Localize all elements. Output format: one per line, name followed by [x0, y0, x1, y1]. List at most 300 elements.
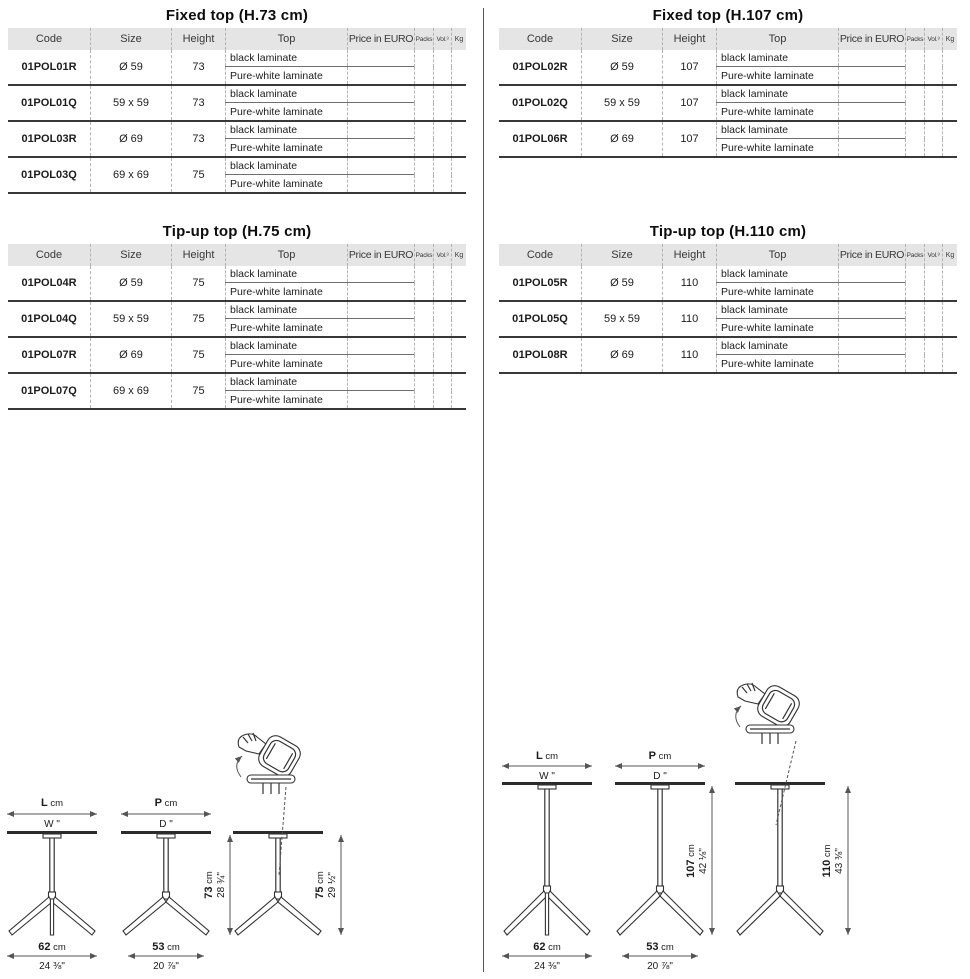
price-cell [838, 50, 905, 66]
packs-cell [905, 122, 924, 139]
top-option: Pure-white laminate [716, 67, 838, 84]
fixed-height-imperial: 28 ¾" [216, 872, 227, 898]
top-option: Pure-white laminate [716, 319, 838, 336]
column-header-size: Size [581, 28, 662, 50]
top-option: Pure-white laminate [225, 319, 347, 336]
base-depth-imperial: 20 ⅞" [153, 961, 179, 972]
top-option: Pure-white laminate [225, 139, 347, 156]
base-depth-metric: 53 cm [152, 941, 180, 953]
base-width-imperial: 24 ⅜" [534, 961, 560, 972]
top-price-line [716, 139, 905, 156]
top-option: Pure-white laminate [225, 175, 347, 192]
kg-cell [451, 86, 466, 103]
kg-cell [451, 50, 466, 67]
depth-dim-imperial: D " [159, 819, 173, 830]
height-cell: 110 [662, 266, 716, 300]
top-option: Pure-white laminate [225, 103, 347, 120]
size-cell: Ø 69 [90, 338, 171, 372]
top-option: black laminate [225, 374, 347, 390]
size-cell: 59 x 59 [581, 86, 662, 120]
price-cell [347, 355, 414, 372]
price-cell [347, 103, 414, 120]
top-price-line [716, 319, 905, 336]
dimension-drawing-low [0, 675, 380, 975]
top-price-line [716, 50, 905, 67]
vol-cell [924, 67, 942, 84]
top-option-row [225, 103, 466, 120]
table-body [499, 244, 957, 374]
price-cell [838, 67, 905, 84]
top-option: black laminate [716, 338, 838, 354]
kg-cell [451, 355, 466, 372]
packs-cell [905, 67, 924, 84]
top-option-row [225, 338, 466, 355]
top-option: black laminate [716, 50, 838, 66]
price-cell [838, 103, 905, 120]
kg-cell [942, 139, 957, 156]
top-price-line [225, 139, 414, 156]
height-cell: 107 [662, 86, 716, 120]
top-option-row [716, 355, 957, 372]
column-header-top: Top [716, 28, 838, 50]
width-dim-metric: L cm [535, 750, 559, 762]
column-header-packs: Packs [414, 28, 433, 50]
vol-cell [433, 355, 451, 372]
packs-cell [414, 319, 433, 336]
table-row [8, 338, 466, 374]
kg-cell [451, 302, 466, 319]
price-cell [838, 302, 905, 318]
code-cell: 01POL03Q [21, 169, 77, 181]
height-cell: 110 [662, 338, 716, 372]
height-cell: 75 [171, 338, 225, 372]
top-price-line [225, 338, 414, 355]
kg-cell [942, 67, 957, 84]
width-dim-metric: L cm [40, 797, 64, 809]
size-cell: 59 x 59 [90, 302, 171, 336]
height-cell: 73 [171, 122, 225, 156]
top-price-line [225, 302, 414, 319]
base-width-metric: 62 cm [533, 941, 561, 953]
top-option: black laminate [716, 266, 838, 282]
table-header-row [8, 244, 466, 266]
top-price-line [225, 50, 414, 67]
column-header-code: Code [35, 249, 63, 261]
price-cell [347, 86, 414, 102]
top-option: black laminate [716, 122, 838, 138]
kg-cell [451, 319, 466, 336]
vol-cell [433, 86, 451, 103]
top-option-row [225, 67, 466, 84]
vol-cell [433, 338, 451, 355]
kg-cell [942, 86, 957, 103]
top-option: black laminate [225, 158, 347, 174]
price-cell [347, 139, 414, 156]
code-cell: 01POL07R [21, 349, 77, 361]
column-header-kg: Kg [451, 28, 466, 50]
top-price-line [225, 355, 414, 372]
top-option: Pure-white laminate [225, 67, 347, 84]
top-option-row [225, 302, 466, 319]
packs-cell [414, 266, 433, 283]
price-table-fixed-73 [8, 6, 466, 194]
kg-cell [451, 158, 466, 175]
top-option-row [225, 175, 466, 192]
kg-cell [451, 283, 466, 300]
kg-cell [451, 139, 466, 156]
table-figure-tipup [233, 833, 323, 936]
column-header-height: Height [171, 244, 225, 266]
top-option-row [225, 50, 466, 67]
vol-cell [433, 374, 451, 391]
top-price-line [225, 158, 414, 175]
size-cell: 69 x 69 [90, 158, 171, 192]
price-cell [347, 50, 414, 66]
base-depth-metric: 53 cm [646, 941, 674, 953]
table-row [499, 338, 957, 374]
top-option: black laminate [225, 266, 347, 282]
table-figure-side [121, 833, 211, 936]
kg-cell [942, 283, 957, 300]
packs-cell [414, 374, 433, 391]
price-cell [838, 139, 905, 156]
top-price-line [225, 283, 414, 300]
vol-cell [924, 283, 942, 300]
fixed-height-metric: 107 cm [685, 844, 697, 878]
top-option-row [225, 374, 466, 391]
packs-cell [905, 139, 924, 156]
top-option-row [716, 302, 957, 319]
top-option: Pure-white laminate [225, 283, 347, 300]
code-cell: 01POL03R [21, 133, 77, 145]
column-header-price: Price in EURO [838, 244, 905, 266]
packs-cell [414, 50, 433, 67]
vol-cell [924, 103, 942, 120]
size-cell: Ø 59 [90, 50, 171, 84]
top-option: Pure-white laminate [225, 391, 347, 408]
top-price-block [225, 158, 466, 192]
code-cell: 01POL05Q [512, 313, 568, 325]
price-cell [347, 158, 414, 174]
top-price-block [716, 302, 957, 336]
top-price-block [225, 50, 466, 84]
table-title: Tip-up top (H.75 cm) [162, 223, 312, 240]
size-cell: 59 x 59 [581, 302, 662, 336]
column-header-height: Height [171, 28, 225, 50]
column-header-kg: Kg [451, 244, 466, 266]
packs-cell [905, 86, 924, 103]
size-cell: Ø 69 [581, 122, 662, 156]
top-option-row [716, 283, 957, 300]
top-option: black laminate [225, 86, 347, 102]
column-header-code: Code [526, 249, 554, 261]
top-price-line [225, 122, 414, 139]
column-header-top: Top [225, 28, 347, 50]
width-dim-imperial: W " [539, 771, 555, 782]
table-body [499, 28, 957, 158]
kg-cell [942, 266, 957, 283]
top-option: black laminate [225, 302, 347, 318]
kg-cell [942, 103, 957, 120]
vol-cell [433, 50, 451, 67]
kg-cell [942, 122, 957, 139]
price-cell [347, 67, 414, 84]
vol-cell [924, 302, 942, 319]
table-row [499, 122, 957, 158]
packs-cell [905, 319, 924, 336]
kg-cell [451, 122, 466, 139]
size-cell: 69 x 69 [90, 374, 171, 408]
top-option-row [225, 139, 466, 156]
top-price-block [225, 302, 466, 336]
table-header-row [8, 28, 466, 50]
kg-cell [942, 338, 957, 355]
kg-cell [451, 266, 466, 283]
top-option-row [716, 67, 957, 84]
column-header-size: Size [90, 244, 171, 266]
top-option-row [716, 50, 957, 67]
packs-cell [905, 302, 924, 319]
column-header-vol: Vol.³ [433, 244, 451, 266]
column-header-vol: Vol.³ [433, 28, 451, 50]
price-cell [838, 86, 905, 102]
top-option: black laminate [225, 338, 347, 354]
table-header-row [499, 28, 957, 50]
top-option: black laminate [225, 122, 347, 138]
kg-cell [451, 103, 466, 120]
column-header-code: Code [526, 33, 554, 45]
dimension-drawing-high [485, 675, 970, 975]
top-price-line [225, 319, 414, 336]
price-cell [347, 338, 414, 354]
top-price-line [225, 266, 414, 283]
price-cell [838, 338, 905, 354]
top-price-line [716, 283, 905, 300]
code-cell: 01POL04R [21, 277, 77, 289]
vol-cell [433, 391, 451, 408]
top-option-row [225, 283, 466, 300]
table-row [8, 266, 466, 302]
price-cell [838, 319, 905, 336]
code-cell: 01POL05R [512, 277, 568, 289]
vol-cell [433, 158, 451, 175]
tipup-height-imperial: 43 ⅜" [834, 848, 845, 874]
price-cell [347, 266, 414, 282]
table-row [8, 50, 466, 86]
price-cell [347, 374, 414, 390]
top-price-block [716, 266, 957, 300]
code-cell: 01POL01Q [21, 97, 77, 109]
depth-dim-metric: P cm [648, 750, 672, 762]
packs-cell [905, 355, 924, 372]
table-title: Tip-up top (H.110 cm) [649, 223, 807, 240]
top-price-line [225, 67, 414, 84]
packs-cell [414, 67, 433, 84]
code-cell: 01POL07Q [21, 385, 77, 397]
packs-cell [905, 103, 924, 120]
top-option-row [225, 391, 466, 408]
column-header-price: Price in EURO [838, 28, 905, 50]
top-option: black laminate [716, 86, 838, 102]
column-divider [483, 8, 484, 972]
table-row [8, 122, 466, 158]
table-header-row [499, 244, 957, 266]
kg-cell [942, 355, 957, 372]
top-price-line [225, 374, 414, 391]
top-price-line [225, 175, 414, 192]
vol-cell [924, 355, 942, 372]
price-cell [838, 266, 905, 282]
vol-cell [924, 50, 942, 67]
packs-cell [414, 103, 433, 120]
kg-cell [451, 67, 466, 84]
table-row [499, 86, 957, 122]
top-option-row [716, 139, 957, 156]
top-price-block [225, 374, 466, 408]
top-price-line [716, 266, 905, 283]
top-price-line [716, 338, 905, 355]
price-cell [347, 175, 414, 192]
kg-cell [942, 302, 957, 319]
column-header-top: Top [716, 244, 838, 266]
top-option-row [716, 319, 957, 336]
table-title: Fixed top (H.107 cm) [652, 7, 804, 24]
top-price-block [225, 86, 466, 120]
column-header-vol: Vol.³ [924, 28, 942, 50]
height-cell: 75 [171, 158, 225, 192]
column-header-vol: Vol.³ [924, 244, 942, 266]
top-price-line [716, 103, 905, 120]
top-price-block [716, 86, 957, 120]
column-header-height: Height [662, 28, 716, 50]
vol-cell [433, 175, 451, 192]
packs-cell [414, 355, 433, 372]
top-price-line [716, 122, 905, 139]
top-option-row [225, 266, 466, 283]
code-cell: 01POL06R [512, 133, 568, 145]
base-width-imperial: 24 ⅜" [39, 961, 65, 972]
packs-cell [905, 283, 924, 300]
base-depth-imperial: 20 ⅞" [647, 961, 673, 972]
top-option: black laminate [716, 302, 838, 318]
vol-cell [433, 67, 451, 84]
vol-cell [433, 319, 451, 336]
vol-cell [433, 302, 451, 319]
packs-cell [905, 266, 924, 283]
size-cell: Ø 59 [581, 266, 662, 300]
top-option-row [716, 338, 957, 355]
fixed-height-metric: 73 cm [203, 871, 215, 899]
tipup-height-imperial: 29 ½" [327, 872, 338, 898]
top-price-line [716, 86, 905, 103]
price-cell [347, 319, 414, 336]
top-price-line [225, 391, 414, 408]
top-option: Pure-white laminate [716, 103, 838, 120]
top-option-row [225, 355, 466, 372]
price-cell [347, 283, 414, 300]
price-cell [347, 302, 414, 318]
price-cell [838, 283, 905, 300]
table-row [8, 302, 466, 338]
top-option: Pure-white laminate [225, 355, 347, 372]
column-header-kg: Kg [942, 28, 957, 50]
tipup-height-metric: 75 cm [314, 871, 326, 899]
height-cell: 73 [171, 50, 225, 84]
table-title: Fixed top (H.73 cm) [165, 7, 309, 24]
column-header-size: Size [90, 28, 171, 50]
table-row [8, 374, 466, 410]
column-header-price: Price in EURO [347, 244, 414, 266]
packs-cell [414, 86, 433, 103]
height-cell: 75 [171, 302, 225, 336]
top-option-row [716, 266, 957, 283]
vol-cell [433, 283, 451, 300]
column-header-top: Top [225, 244, 347, 266]
price-cell [347, 391, 414, 408]
code-cell: 01POL08R [512, 349, 568, 361]
tipup-flip-pictogram [237, 732, 304, 794]
size-cell: 59 x 59 [90, 86, 171, 120]
packs-cell [414, 175, 433, 192]
top-option-row [716, 86, 957, 103]
packs-cell [905, 338, 924, 355]
top-price-block [716, 50, 957, 84]
top-price-block [225, 266, 466, 300]
top-option-row [225, 319, 466, 336]
size-cell: Ø 59 [90, 266, 171, 300]
price-cell [838, 355, 905, 372]
height-cell: 107 [662, 122, 716, 156]
column-header-packs: Packs [414, 244, 433, 266]
top-option-row [225, 158, 466, 175]
height-cell: 75 [171, 374, 225, 408]
base-width-metric: 62 cm [38, 941, 66, 953]
code-cell: 01POL04Q [21, 313, 77, 325]
table-body [8, 28, 466, 194]
table-row [499, 50, 957, 86]
vol-cell [924, 139, 942, 156]
column-header-packs: Packs [905, 28, 924, 50]
price-cell [838, 122, 905, 138]
code-cell: 01POL02Q [512, 97, 568, 109]
tipup-height-metric: 110 cm [821, 844, 833, 878]
packs-cell [414, 158, 433, 175]
code-cell: 01POL02R [512, 61, 568, 73]
top-price-line [716, 67, 905, 84]
packs-cell [414, 338, 433, 355]
size-cell: Ø 69 [581, 338, 662, 372]
table-row [8, 86, 466, 122]
top-option: black laminate [225, 50, 347, 66]
table-row [499, 266, 957, 302]
table-figure-front-leg [50, 899, 53, 935]
top-price-block [225, 338, 466, 372]
packs-cell [414, 122, 433, 139]
column-header-height: Height [662, 244, 716, 266]
vol-cell [924, 319, 942, 336]
column-header-price: Price in EURO [347, 28, 414, 50]
top-price-line [225, 103, 414, 120]
packs-cell [905, 50, 924, 67]
vol-cell [924, 122, 942, 139]
vol-cell [924, 338, 942, 355]
code-cell: 01POL01R [21, 61, 77, 73]
top-option: Pure-white laminate [716, 355, 838, 372]
table-row [8, 158, 466, 194]
top-option: Pure-white laminate [716, 283, 838, 300]
kg-cell [942, 50, 957, 67]
column-header-packs: Packs [905, 244, 924, 266]
